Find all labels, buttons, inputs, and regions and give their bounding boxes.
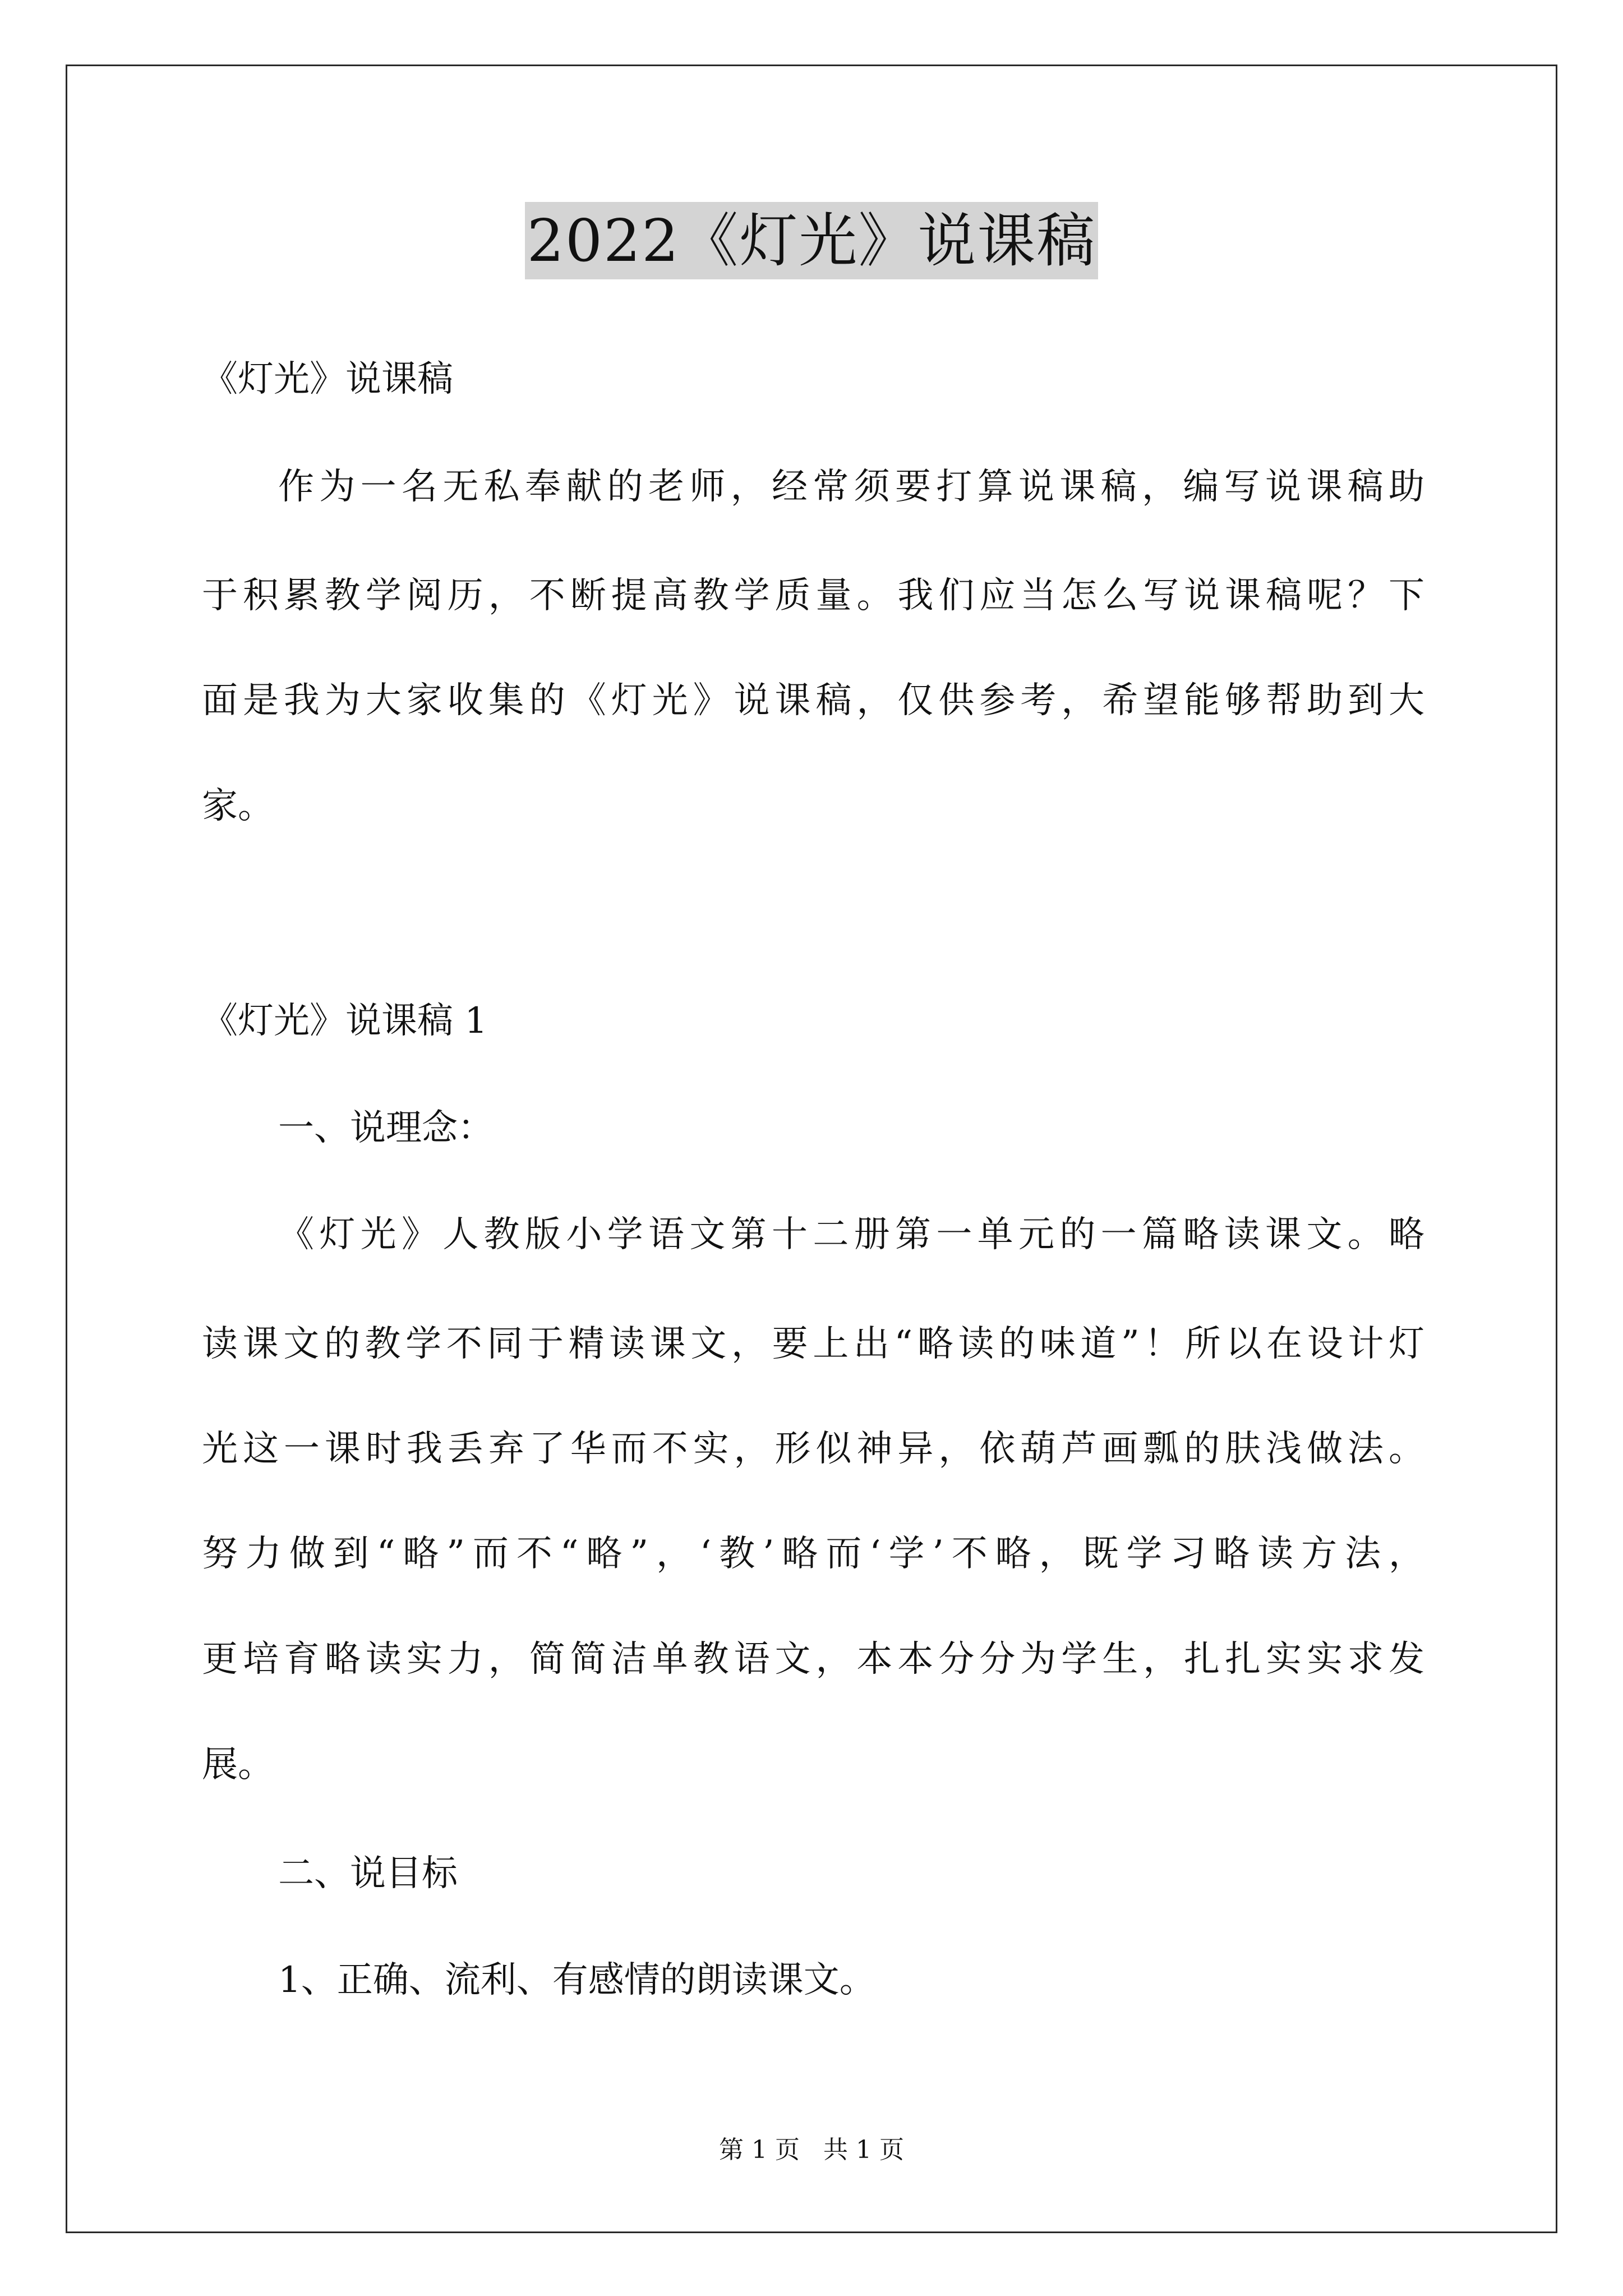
subtitle: 《灯光》说课稿 — [202, 358, 453, 400]
intro-line-4: 家。 — [202, 785, 274, 827]
title-text: 2022《灯光》说课稿 — [525, 202, 1099, 279]
intro-line-1: 作为一名无私奉献的老师，经常须要打算说课稿，编写说课稿助 — [278, 466, 1424, 508]
part1-line-4: 努力做到“略”而不“略”，‘教’略而‘学’不略，既学习略读方法， — [202, 1533, 1424, 1575]
part2-heading: 二、说目标 — [278, 1853, 458, 1894]
intro-line-2: 于积累教学阅历，不断提高教学质量。我们应当怎么写说课稿呢？下 — [202, 575, 1424, 616]
part1-line-2: 读课文的教学不同于精读课文，要上出“略读的味道”！所以在设计灯 — [202, 1323, 1424, 1365]
goal-1: 1、正确、流利、有感情的朗读课文。 — [278, 1959, 875, 2001]
section-heading: 《灯光》说课稿 1 — [202, 1000, 488, 1042]
part1-line-3: 光这一课时我丢弃了华而不实，形似神异，依葫芦画瓢的肤浅做法。 — [202, 1428, 1424, 1470]
page-footer: 第 1 页 共 1 页 — [719, 2136, 904, 2164]
intro-line-3: 面是我为大家收集的《灯光》说课稿，仅供参考，希望能够帮助到大 — [202, 680, 1424, 721]
part1-line-5: 更培育略读实力，简简洁单教语文，本本分分为学生，扎扎实实求发 — [202, 1639, 1424, 1680]
part1-heading: 一、说理念： — [278, 1107, 494, 1149]
part1-line-6: 展。 — [202, 1744, 274, 1786]
part1-line-1: 《灯光》人教版小学语文第十二册第一单元的一篇略读课文。略 — [278, 1214, 1424, 1255]
document-title — [0, 202, 1623, 279]
